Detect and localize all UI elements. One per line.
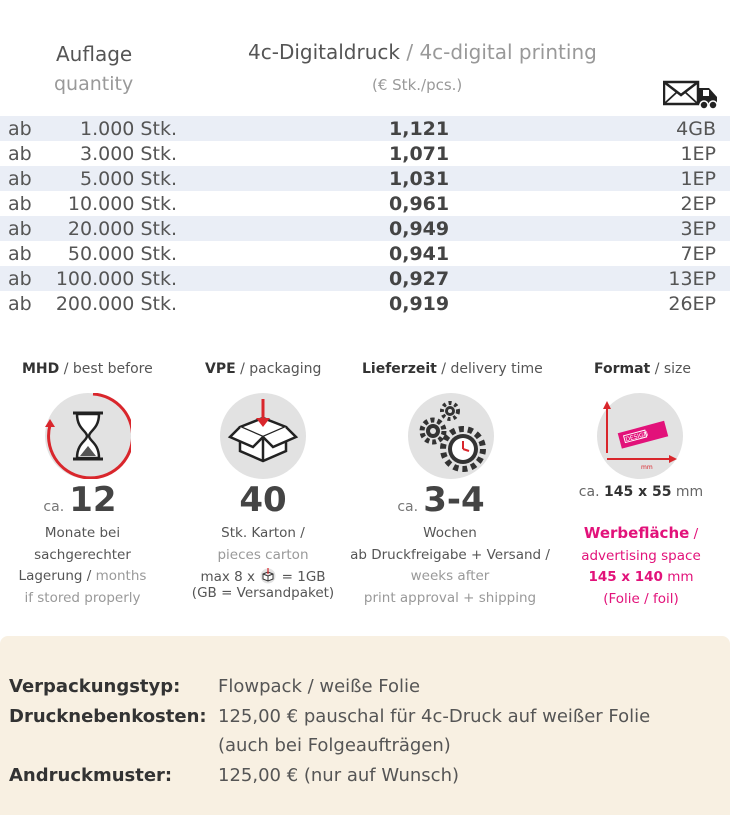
row-prefix: ab <box>8 168 32 190</box>
print-costs-note: (auch bei Folgeaufträgen) <box>218 735 451 756</box>
row-quantity: 10.000 Stk. <box>67 193 177 215</box>
vpe-line4: (GB = Versandpaket) <box>191 585 335 601</box>
vpe-line2: pieces carton <box>217 546 309 563</box>
format-ad-size: 145 x 140 <box>588 569 663 585</box>
row-price: 1,071 <box>389 143 450 165</box>
mini-box-icon <box>259 568 277 584</box>
proof-sample-label: Andruckmuster: <box>9 765 173 786</box>
vpe-value <box>213 480 313 520</box>
delivery-title: Lieferzeit / delivery time <box>362 361 543 377</box>
box-icon <box>220 393 306 479</box>
details-panel <box>0 636 730 815</box>
row-prefix: ab <box>8 143 32 165</box>
delivery-title-en: delivery time <box>450 361 543 377</box>
mhd-title-de: MHD <box>22 361 60 377</box>
format-size <box>576 484 706 500</box>
format-title-de: Format <box>594 361 651 377</box>
row-shipping: 3EP <box>680 218 716 240</box>
mhd-description <box>0 523 165 609</box>
mhd-value <box>30 480 130 520</box>
row-quantity: 50.000 Stk. <box>67 243 177 265</box>
delivery-value <box>381 480 501 520</box>
mhd-line2: sachgerechter <box>34 546 131 563</box>
delivery-line2: ab Druckfreigabe + Versand / <box>350 546 550 563</box>
delivery-number: 3-4 <box>423 480 485 520</box>
mhd-title-en: best before <box>72 361 153 377</box>
delivery-title-de: Lieferzeit <box>362 361 437 377</box>
format-icon-unit: mm <box>641 464 653 471</box>
quantity-header: Auflage <box>56 42 133 66</box>
mhd-line1: Monate bei <box>44 525 121 541</box>
row-price: 0,949 <box>389 218 450 240</box>
format-label-icon <box>597 393 683 479</box>
row-prefix: ab <box>8 243 32 265</box>
vpe-description <box>183 523 343 600</box>
row-quantity: 100.000 Stk. <box>55 268 177 290</box>
packaging-type-label: Verpackungstyp: <box>9 676 181 697</box>
row-prefix: ab <box>8 193 32 215</box>
vpe-number: 40 <box>239 480 287 520</box>
mhd-line4: if stored properly <box>24 589 141 606</box>
row-shipping: 1EP <box>680 143 716 165</box>
vpe-line3-post: = 1GB <box>281 569 326 585</box>
price-header-separator: / <box>399 40 420 64</box>
price-header-de: 4c-Digitaldruck <box>248 40 400 64</box>
mhd-title: MHD / best before <box>22 361 153 377</box>
row-price: 0,961 <box>389 193 450 215</box>
row-prefix: ab <box>8 293 32 315</box>
row-shipping: 1EP <box>680 168 716 190</box>
format-size-unit: mm <box>675 484 704 500</box>
format-description <box>571 523 711 610</box>
vpe-title: VPE / packaging <box>205 361 322 377</box>
table-row <box>0 241 730 266</box>
row-shipping: 4GB <box>676 118 716 140</box>
price-header-en: 4c-digital printing <box>419 40 597 64</box>
table-row <box>0 141 730 166</box>
print-costs-value: 125,00 € pauschal für 4c-Druck auf weißer Folie <box>218 706 651 727</box>
vpe-title-de: VPE <box>205 361 236 377</box>
vpe-line3 <box>183 568 343 586</box>
format-ad-de: Werbefläche <box>583 524 690 542</box>
price-unit: (€ Stk./pcs.) <box>372 76 463 94</box>
print-costs-label: Drucknebenkosten: <box>9 706 207 727</box>
table-row <box>0 191 730 216</box>
row-quantity: 200.000 Stk. <box>55 293 177 315</box>
format-ad-size-line <box>571 567 711 589</box>
delivery-icon-circle <box>408 393 494 479</box>
row-quantity: 1.000 Stk. <box>80 118 177 140</box>
proof-sample-value: 125,00 € (nur auf Wunsch) <box>218 765 460 786</box>
mhd-icon-circle <box>45 393 131 479</box>
vpe-title-en: packaging <box>249 361 322 377</box>
format-ca: ca. <box>578 484 600 500</box>
delivery-line1: Wochen <box>423 525 477 541</box>
mhd-ca: ca. <box>43 499 65 515</box>
hourglass-icon <box>45 393 131 479</box>
delivery-description <box>346 523 554 609</box>
format-ad-en: advertising space <box>581 547 701 564</box>
vpe-icon-circle <box>220 393 306 479</box>
vpe-line3-pre: max 8 x <box>200 569 256 585</box>
row-price: 0,919 <box>389 293 450 315</box>
table-row <box>0 291 730 316</box>
table-row <box>0 266 730 291</box>
row-prefix: ab <box>8 268 32 290</box>
gears-clock-icon <box>408 393 494 479</box>
row-price: 0,927 <box>389 268 450 290</box>
quantity-header-en: quantity <box>54 73 134 95</box>
table-row <box>0 166 730 191</box>
mhd-line3-de: Lagerung <box>18 568 83 584</box>
row-prefix: ab <box>8 118 32 140</box>
format-ad-unit: mm <box>667 569 694 585</box>
format-title-en: size <box>663 361 692 377</box>
envelope-truck-icon <box>663 78 719 110</box>
row-shipping: 7EP <box>680 243 716 265</box>
row-shipping: 13EP <box>668 268 716 290</box>
row-prefix: ab <box>8 218 32 240</box>
mhd-number: 12 <box>69 480 117 520</box>
format-icon-label: DESIGN <box>624 430 649 444</box>
row-quantity: 20.000 Stk. <box>67 218 177 240</box>
format-title: Format / size <box>594 361 692 377</box>
vpe-line1: Stk. Karton / <box>221 525 305 541</box>
row-shipping: 2EP <box>680 193 716 215</box>
table-row <box>0 116 730 141</box>
delivery-line4: print approval + shipping <box>363 589 537 606</box>
row-quantity: 3.000 Stk. <box>80 143 177 165</box>
price-header <box>248 40 597 64</box>
row-quantity: 5.000 Stk. <box>80 168 177 190</box>
format-icon-circle <box>597 393 683 479</box>
delivery-ca: ca. <box>397 499 419 515</box>
row-shipping: 26EP <box>668 293 716 315</box>
packaging-type-value: Flowpack / weiße Folie <box>218 676 421 697</box>
table-row <box>0 216 730 241</box>
mhd-line3: Lagerung / months <box>18 568 147 584</box>
row-price: 1,031 <box>389 168 450 190</box>
format-ad-foil: (Folie / foil) <box>603 590 679 607</box>
row-price: 1,121 <box>389 118 450 140</box>
delivery-line3: weeks after <box>410 568 490 584</box>
mhd-line3-en: months <box>95 568 147 584</box>
format-ad-line1: Werbefläche / <box>583 524 699 542</box>
price-table <box>0 116 730 316</box>
row-price: 0,941 <box>389 243 450 265</box>
format-size-value: 145 x 55 <box>603 484 672 500</box>
